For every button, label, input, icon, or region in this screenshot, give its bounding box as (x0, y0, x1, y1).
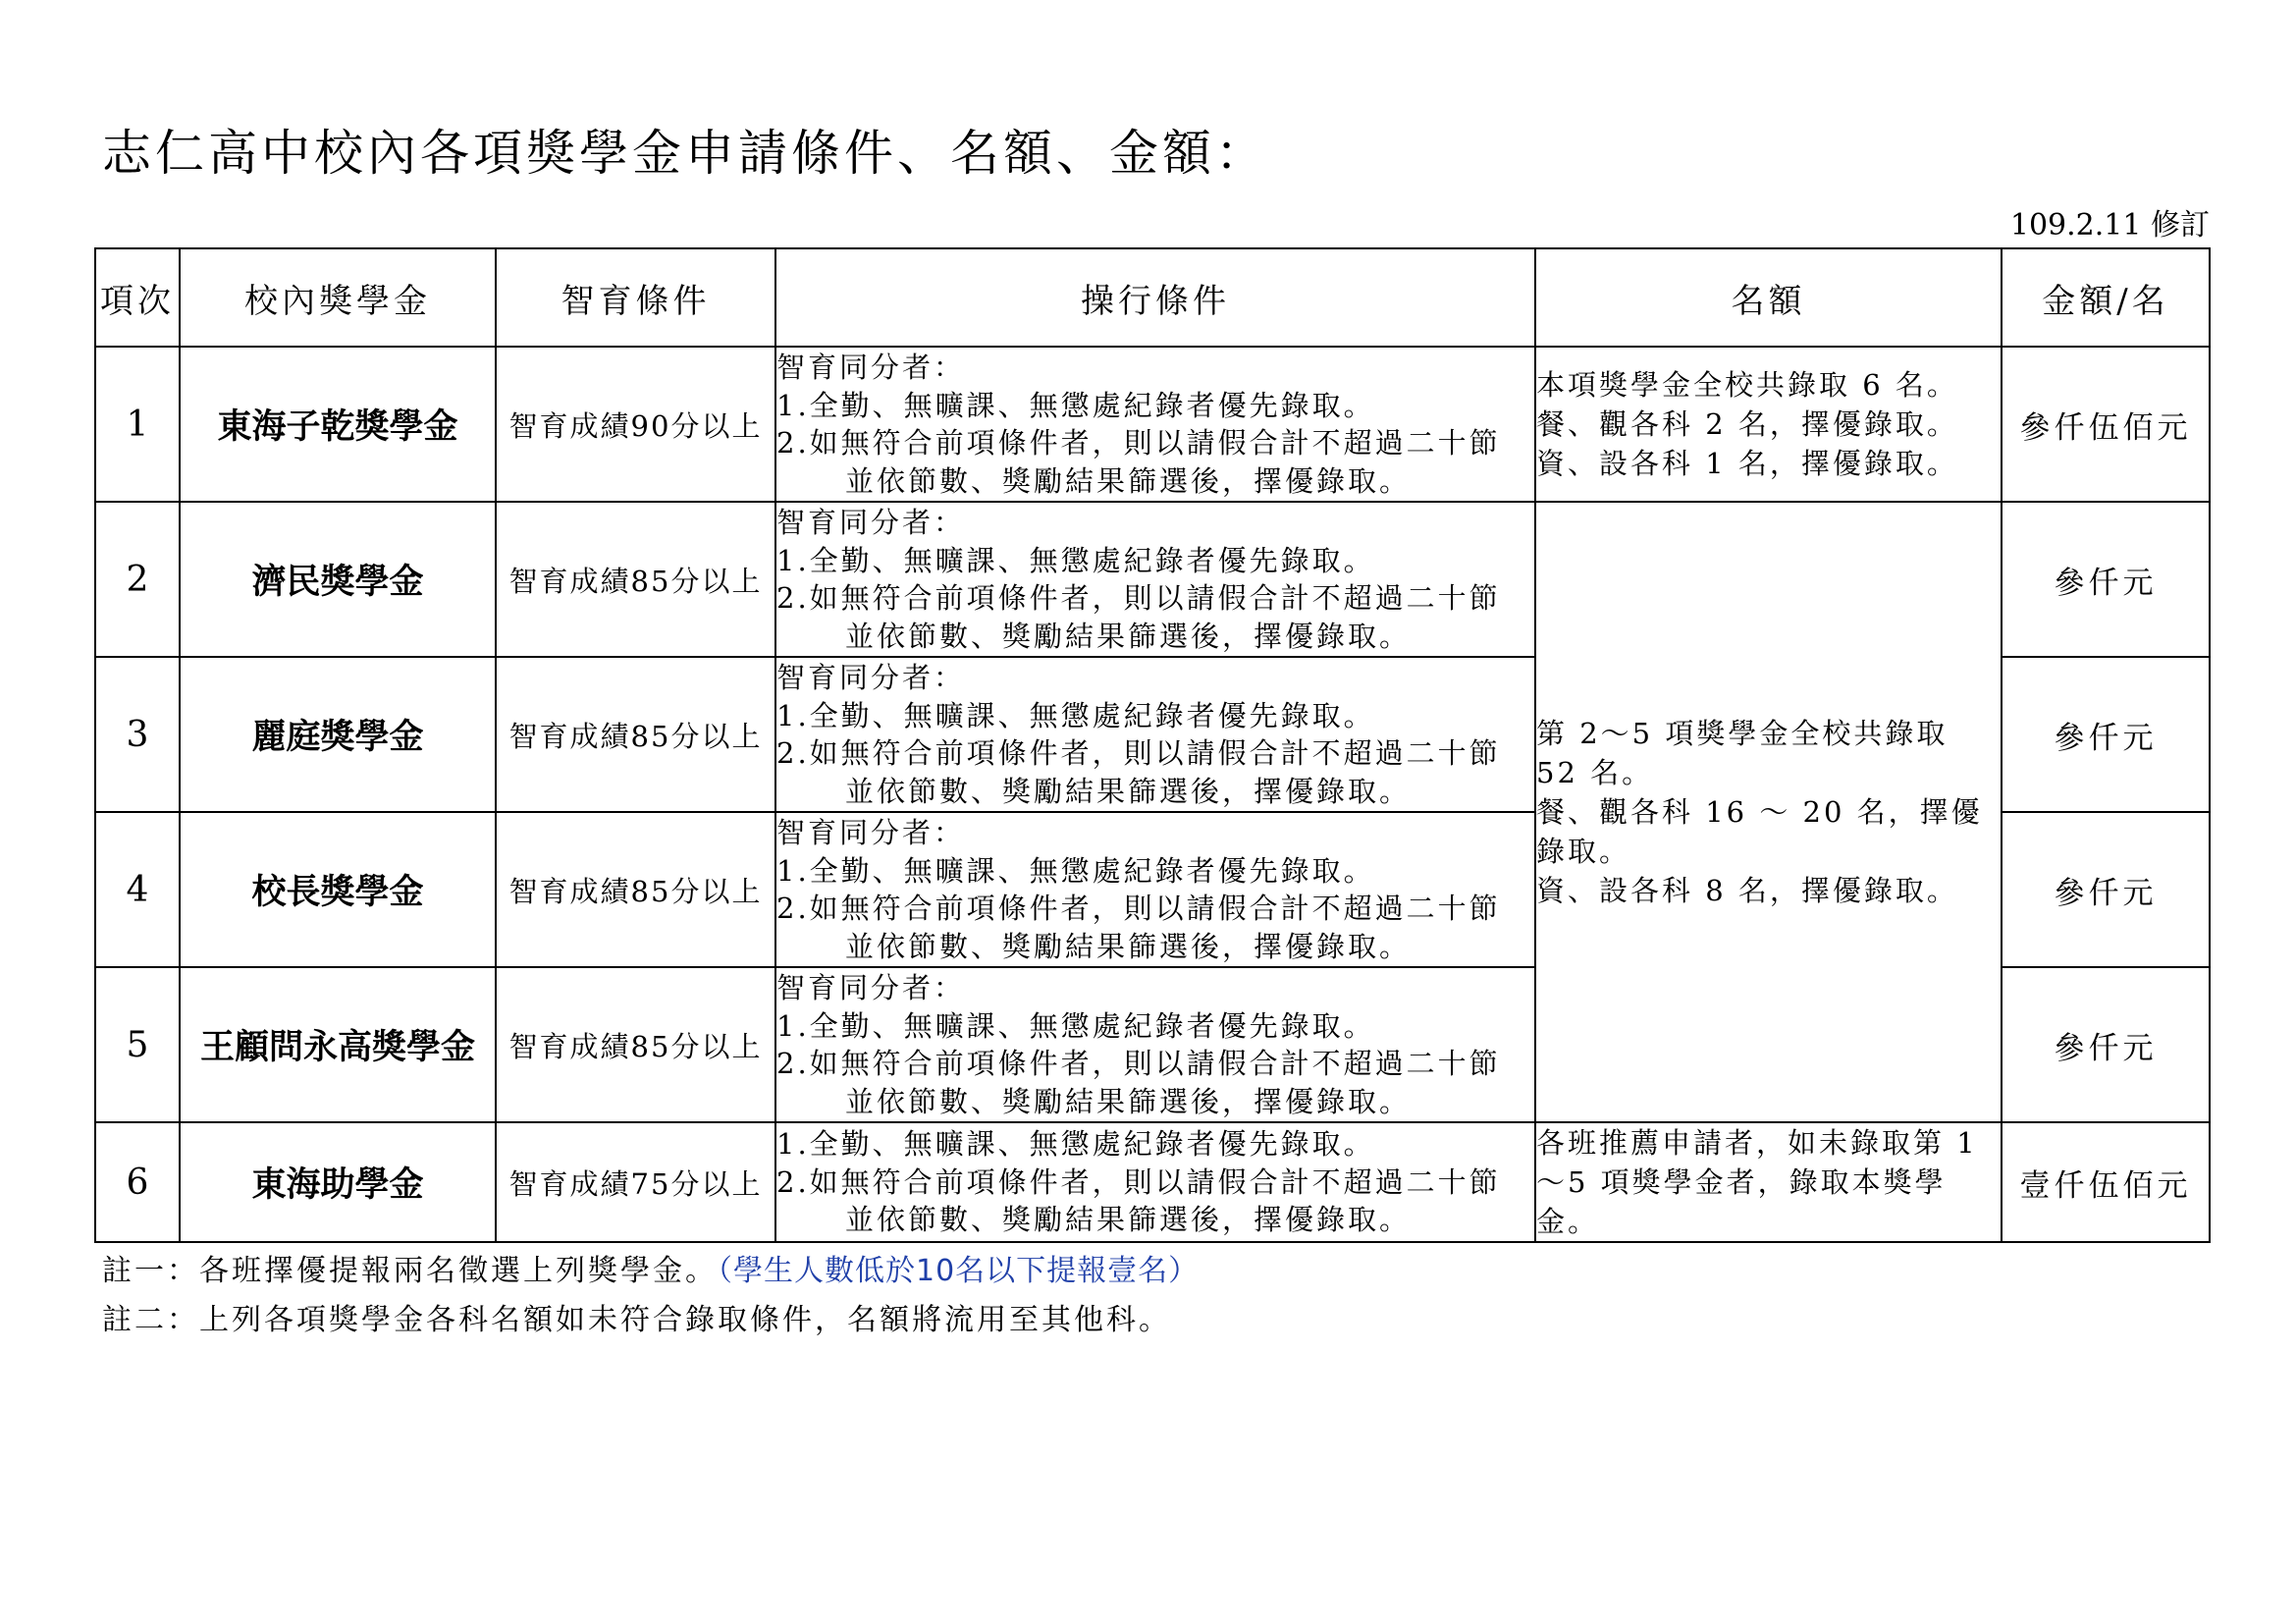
conduct-condition (775, 967, 1535, 1122)
conduct-line: 智育同分者： (776, 661, 966, 694)
amount-cell: 壹仟伍佰元 (2002, 1122, 2210, 1242)
table-row (95, 347, 2210, 502)
row-index: 5 (95, 967, 180, 1122)
conduct-condition (775, 657, 1535, 812)
footnotes (102, 1247, 1199, 1345)
conduct-line: 並依節數、獎勵結果篩選後，擇優錄取。 (845, 619, 1412, 653)
conduct-line: 1.全勤、無曠課、無懲處紀錄者優先錄取。 (776, 388, 1375, 422)
scholarship-name: 王顧問永高獎學金 (180, 967, 496, 1122)
conduct-line: 2.如無符合前項條件者，則以請假合計不超過二十節 (776, 1164, 1501, 1199)
footnote-2: 註二：上列各項獎學金各科名額如未符合錄取條件，名額將流用至其他科。 (102, 1303, 1171, 1337)
quota-cell (1535, 1122, 2002, 1242)
row-index: 4 (95, 812, 180, 967)
header-amount: 金額/名 (2002, 248, 2210, 347)
scholarship-name: 東海子乾獎學金 (180, 347, 496, 502)
scholarship-name: 麗庭獎學金 (180, 657, 496, 812)
conduct-line: 並依節數、獎勵結果篩選後，擇優錄取。 (845, 929, 1412, 963)
quota-line: 本項獎學金全校共錄取 6 名。 (1536, 368, 1958, 402)
conduct-line: 2.如無符合前項條件者，則以請假合計不超過二十節 (776, 426, 1501, 460)
conduct-line: 並依節數、獎勵結果篩選後，擇優錄取。 (845, 1203, 1412, 1237)
header-conduct-condition: 操行條件 (775, 248, 1535, 347)
table-row (95, 1122, 2210, 1242)
quota-cell (1535, 347, 2002, 502)
row-index: 6 (95, 1122, 180, 1242)
conduct-line: 1.全勤、無曠課、無懲處紀錄者優先錄取。 (776, 543, 1375, 577)
conduct-condition (775, 812, 1535, 967)
conduct-line: 2.如無符合前項條件者，則以請假合計不超過二十節 (776, 892, 1501, 925)
header-grade-condition: 智育條件 (496, 248, 775, 347)
conduct-line: 1.全勤、無曠課、無懲處紀錄者優先錄取。 (776, 1008, 1375, 1043)
footnote-1 (102, 1247, 1199, 1296)
scholarship-name: 東海助學金 (180, 1122, 496, 1242)
quota-line: 餐、觀各科 16 ～ 20 名，擇優錄取。 (1536, 795, 1983, 868)
conduct-line: 智育同分者： (776, 816, 966, 849)
grade-condition: 智育成績85分以上 (496, 812, 775, 967)
scholarship-name: 濟民獎學金 (180, 502, 496, 657)
conduct-line: 2.如無符合前項條件者，則以請假合計不超過二十節 (776, 581, 1501, 615)
conduct-condition (775, 502, 1535, 657)
quota-line: 資、設各科 1 名，擇優錄取。 (1536, 447, 1958, 480)
grade-condition: 智育成績90分以上 (496, 347, 775, 502)
conduct-line: 智育同分者： (776, 971, 966, 1004)
conduct-line: 2.如無符合前項條件者，則以請假合計不超過二十節 (776, 736, 1501, 770)
quota-cell-shared (1535, 502, 2002, 1122)
header-scholarship-name: 校內獎學金 (180, 248, 496, 347)
footnote-1-highlight: （學生人數低於10名以下提報壹名） (718, 1254, 1200, 1288)
conduct-line: 並依節數、獎勵結果篩選後，擇優錄取。 (845, 1084, 1412, 1118)
grade-condition: 智育成績75分以上 (496, 1122, 775, 1242)
conduct-line: 2.如無符合前項條件者，則以請假合計不超過二十節 (776, 1047, 1501, 1080)
table-header-row (95, 248, 2210, 347)
quota-line: 第 2～5 項獎學金全校共錄取 52 名。 (1536, 717, 1949, 789)
header-quota: 名額 (1535, 248, 2002, 347)
conduct-line: 1.全勤、無曠課、無懲處紀錄者優先錄取。 (776, 698, 1375, 732)
amount-cell: 參仟元 (2002, 812, 2210, 967)
conduct-line: 智育同分者： (776, 351, 966, 384)
quota-line: 各班推薦申請者，如未錄取第 1～5 項獎學金者，錄取本獎學金。 (1536, 1126, 1978, 1238)
conduct-line: 智育同分者： (776, 506, 966, 539)
conduct-line: 1.全勤、無曠課、無懲處紀錄者優先錄取。 (776, 853, 1375, 888)
amount-cell: 參仟伍佰元 (2002, 347, 2210, 502)
row-index: 3 (95, 657, 180, 812)
conduct-condition (775, 347, 1535, 502)
grade-condition: 智育成績85分以上 (496, 967, 775, 1122)
revision-date: 109.2.11 修訂 (2009, 208, 2210, 243)
conduct-line: 並依節數、獎勵結果篩選後，擇優錄取。 (845, 463, 1412, 498)
row-index: 2 (95, 502, 180, 657)
footnote-1-text: 註一：各班擇優提報兩名徵選上列獎學金。 (102, 1254, 718, 1288)
amount-cell: 參仟元 (2002, 657, 2210, 812)
grade-condition: 智育成績85分以上 (496, 502, 775, 657)
conduct-line: 1.全勤、無曠課、無懲處紀錄者優先錄取。 (776, 1127, 1375, 1162)
scholarship-table (94, 247, 2211, 1243)
scholarship-name: 校長獎學金 (180, 812, 496, 967)
quota-line: 餐、觀各科 2 名，擇優錄取。 (1536, 407, 1958, 441)
quota-line: 資、設各科 8 名，擇優錄取。 (1536, 874, 1958, 907)
row-index: 1 (95, 347, 180, 502)
header-index: 項次 (95, 248, 180, 347)
page-title: 志仁高中校內各項獎學金申請條件、名額、金額： (102, 125, 1268, 182)
conduct-condition (775, 1122, 1535, 1242)
table-row (95, 502, 2210, 657)
grade-condition: 智育成績85分以上 (496, 657, 775, 812)
amount-cell: 參仟元 (2002, 967, 2210, 1122)
amount-cell: 參仟元 (2002, 502, 2210, 657)
conduct-line: 並依節數、獎勵結果篩選後，擇優錄取。 (845, 774, 1412, 808)
